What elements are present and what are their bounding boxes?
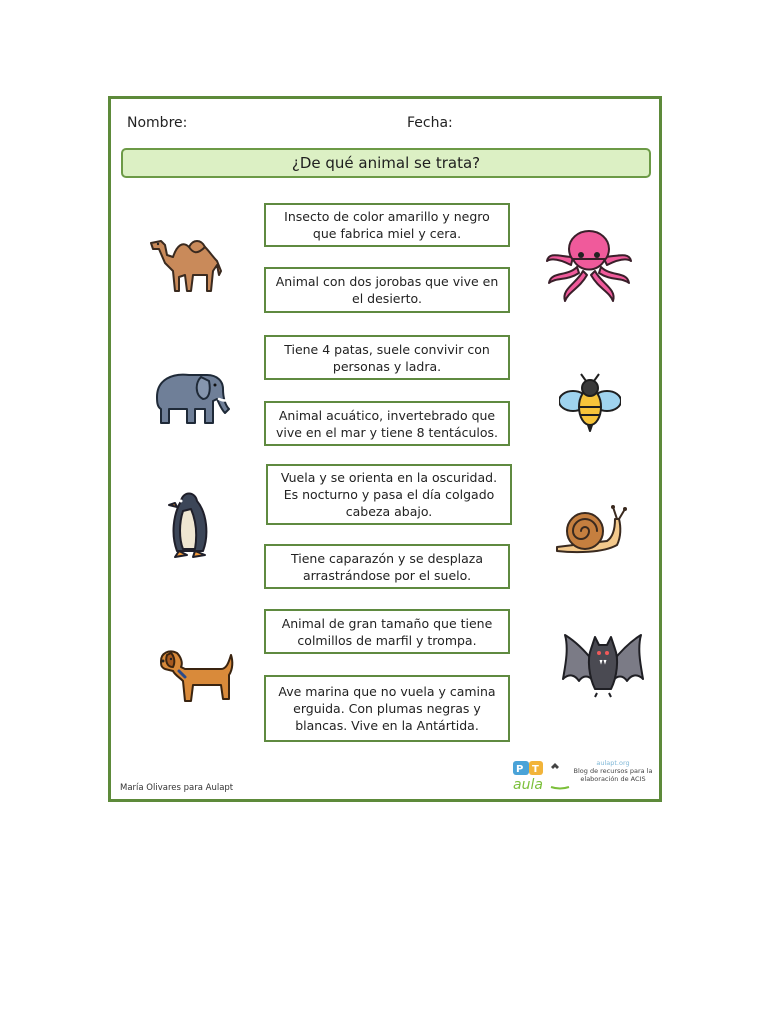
site-description: Blog de recursos para la elaboración de ACIS (573, 767, 653, 783)
worksheet-title: ¿De qué animal se trata? (121, 148, 651, 178)
clue-box: Vuela y se orienta en la oscuridad. Es nocturno y pasa el día colgado cabeza abajo. (266, 464, 512, 525)
name-label: Nombre: (127, 115, 188, 131)
bee-icon (559, 371, 621, 433)
site-info (573, 759, 653, 783)
clue-box: Tiene caparazón y se desplaza arrastrándose por el suelo. (264, 544, 510, 589)
bat-icon (561, 631, 645, 699)
date-label: Fecha: (407, 115, 453, 131)
clue-box: Animal acuático, invertebrado que vive en el mar y tiene 8 tentáculos. (264, 401, 510, 446)
elephant-icon (151, 369, 231, 427)
clue-box: Animal de gran tamaño que tiene colmillos de marfil y trompa. (264, 609, 510, 654)
worksheet (108, 96, 662, 802)
site-url[interactable]: aulapt.org (596, 759, 630, 767)
author-credit: María Olivares para Aulapt (120, 783, 234, 793)
svg-text:T: T (532, 764, 539, 775)
clue-box: Ave marina que no vuela y camina erguida. Con plumas negras y blancas. Vive en la Antártida. (264, 675, 510, 742)
aulapt-logo (511, 759, 571, 793)
clue-box: Animal con dos jorobas que vive en el desierto. (264, 267, 510, 313)
camel-icon (147, 231, 231, 295)
penguin-icon (167, 489, 213, 559)
svg-text:aula: aula (513, 777, 543, 793)
clue-box: Insecto de color amarillo y negro que fabrica miel y cera. (264, 203, 510, 247)
clue-box: Tiene 4 patas, suele convivir con personas y ladra. (264, 335, 510, 380)
dog-icon (157, 647, 237, 707)
octopus-icon (543, 227, 635, 307)
svg-text:P: P (516, 764, 524, 775)
snail-icon (555, 503, 629, 557)
